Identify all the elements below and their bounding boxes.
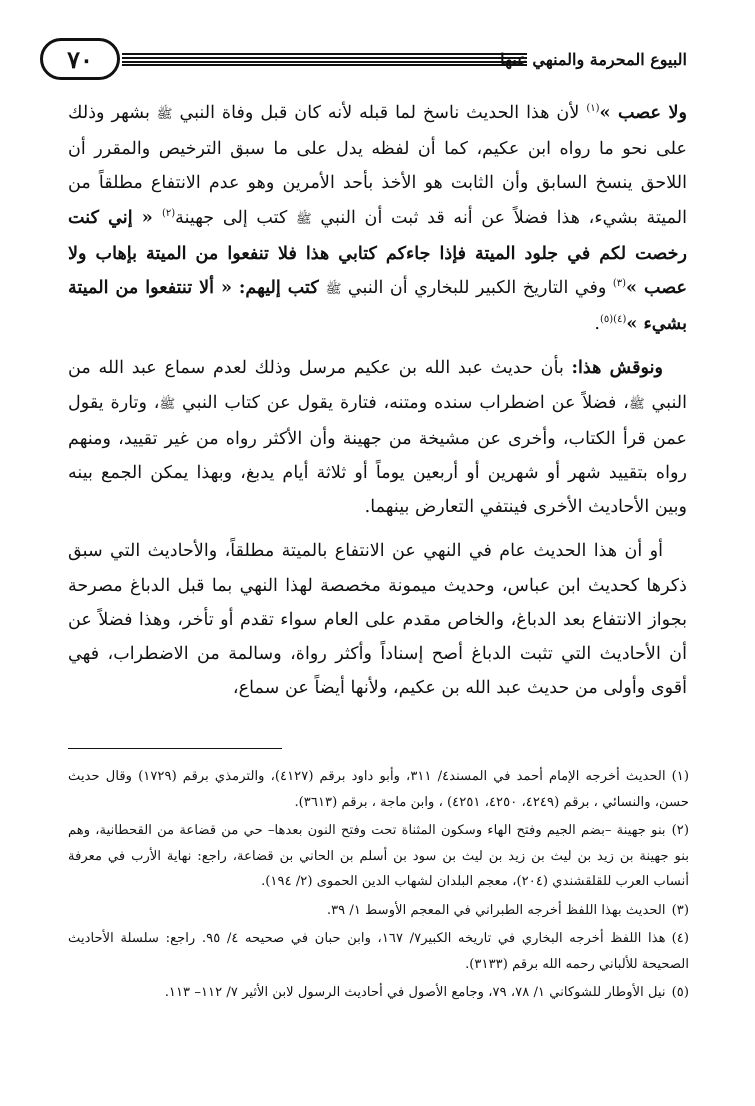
text-run: كتب إلى جهينة — [175, 207, 296, 228]
footnote-ref-2: (٢) — [161, 207, 176, 219]
footnotes — [68, 764, 689, 1009]
text-run: وفي التاريخ الكبير للبخاري أن النبي — [341, 278, 613, 299]
footnote-number: (٣) — [671, 902, 689, 918]
paragraph-2 — [68, 351, 687, 524]
footnote-ref-3: (٣) — [612, 278, 627, 290]
footnote-ref-4: (٤) — [613, 314, 627, 326]
salawat-glyph: ﷺ — [325, 282, 342, 298]
salawat-glyph: ﷺ — [296, 211, 312, 227]
footnote-number: (٢) — [671, 823, 689, 838]
footnote-3 — [68, 898, 689, 924]
footnote-number: (٥) — [671, 985, 689, 1000]
hadith-quote-end: ولا عصب » — [599, 102, 687, 123]
text-run: بأن حديث عبد الله بن عكيم مرسل وذلك لعدم سماع عبد الله من النبي — [68, 358, 688, 413]
page-number-badge — [40, 38, 120, 80]
salawat-glyph: ﷺ — [159, 396, 176, 412]
footnote-number: (٤) — [671, 931, 689, 946]
page-header — [40, 38, 687, 82]
footnote-ref-1: (١) — [586, 103, 600, 115]
text-run: ، فضلاً عن اضطراب سنده ومتنه، فتارة يقول عن كتاب النبي — [175, 392, 629, 413]
footnote-number: (١) — [671, 769, 690, 784]
salawat-glyph: ﷺ — [156, 107, 173, 122]
footnote-2 — [68, 818, 689, 895]
salawat-glyph: ﷺ — [628, 396, 645, 412]
footnote-text: بنو جهينة –بضم الجيم وفتح الهاء وسكون المثناة تحت وفتح النون بعدها– حي من قضاعة من القحطانية، وهم بنو جهينة بن زيد بن ليث بن زيد بن ليث بن سود بن أسلم بن الحاني بن قضاعة، راجع: نهاية الأرب في معرفة أنساب العرب للقلقشندي (٢٠٤)، معجم البلدان لشهاب الدين الحموى (٢/ ١٩٤). — [68, 823, 689, 889]
footnote-ref-5: (٥) — [599, 314, 614, 326]
footnote-text: الحديث بهذا اللفظ أخرجه الطبراني في المعجم الأوسط ١/ ٣٩. — [326, 902, 666, 918]
hadith-quote: « إني كنت رخصت لكم في جلود الميتة فإذا جاءكم كتابي هذا فلا تنفعوا من الميتة بإهاب ولا عصب » — [68, 206, 688, 299]
text-run: . — [594, 314, 600, 335]
paragraph-1 — [68, 96, 687, 341]
text-run: لأن هذا الحديث ناسخ لما قبله لأنه كان قبل وفاة النبي — [172, 103, 587, 123]
paragraph-3: أو أن هذا الحديث عام في النهي عن الانتفاع بالميتة مطلقاً، والأحاديث التي سبق ذكرها كحديث ابن عباس، وحديث ميمونة مخصصة لهذا النهي بما قبل الدباغ مصرحة بجواز الانتفاع بعد الدباغ، والخاص مقدم على العام سواء تقدم أو تأخر، وهذا فضلاً عن أن الأحاديث التي تثبت الدباغ أصح إسناداً وأكثر رواة، وسالمة من الاضطراب، فهي أقوى وأولى من حديث عبد الله بن عكيم، ولأنها أيضاً عن سماع، — [68, 541, 687, 699]
footnote-text: الحديث أخرجه الإمام أحمد في المسند٤/ ٣١١، وأبو داود برقم (٤١٢٧)، والترمذي برقم (١٧٢٩) وقال حديث حسن، والنسائي ، برقم (٤٢٤٩، ٤٢٥٠، ٤٢٥١) ، وابن ماجة ، برقم (٣٦١٣). — [68, 769, 689, 810]
footnote-4 — [68, 926, 689, 977]
footnote-separator — [68, 748, 282, 749]
paragraph-lead: ونوقش هذا: — [571, 357, 664, 379]
footnote-1 — [68, 764, 689, 815]
running-title: البيوع المحرمة والمنهي عنها — [500, 50, 687, 69]
main-text — [68, 96, 687, 715]
text-run: ، وتارة يقول عمن قرأ الكتاب، وأخرى عن مشيخة من جهينة وأن الأكثر رواه من غير تقييد، ومنهم رواه بتقييد شهر أو شهرين أو أربعين يوماً أو ثلاثة أيام يدبغ، وبهذا يمكن الجمع بينه وبين الأحاديث الأخرى فينتفي التعارض بينهما. — [68, 392, 687, 518]
footnote-text: هذا اللفظ أخرجه البخاري في تاريخه الكبير٧/ ١٦٧، وابن حبان في صحيحه ٤/ ٩٥. راجع: سلسلة الأحاديث الصحيحة للألباني رحمه الله برقم (٣١٣٣). — [68, 931, 689, 972]
footnote-5 — [68, 980, 689, 1006]
hadith-quote: كتب إليهم: « ألا تنتفعوا من الميتة بشيء » — [68, 277, 687, 335]
text-run: بشهر وذلك على نحو ما رواه ابن عكيم، كما أن لفظه يدل على ما سبق الترخيص والمقرر أن اللاحق ينسخ السابق وأن الثابت هو الأخذ بأحد الأمرين وهو عدم الانتفاع مطلقاً من الميتة بشيء، هذا فضلاً عن أنه قد ثبت أن النبي — [68, 103, 687, 228]
page-number: ٧٠ — [67, 44, 93, 74]
header-decorative-rule — [122, 53, 527, 66]
footnote-text: نيل الأوطار للشوكاني ١/ ٧٨، ٧٩، وجامع الأصول في أحاديث الرسول لابن الأثير ٧/ ١١٢– ١١٣. — [164, 985, 666, 1000]
